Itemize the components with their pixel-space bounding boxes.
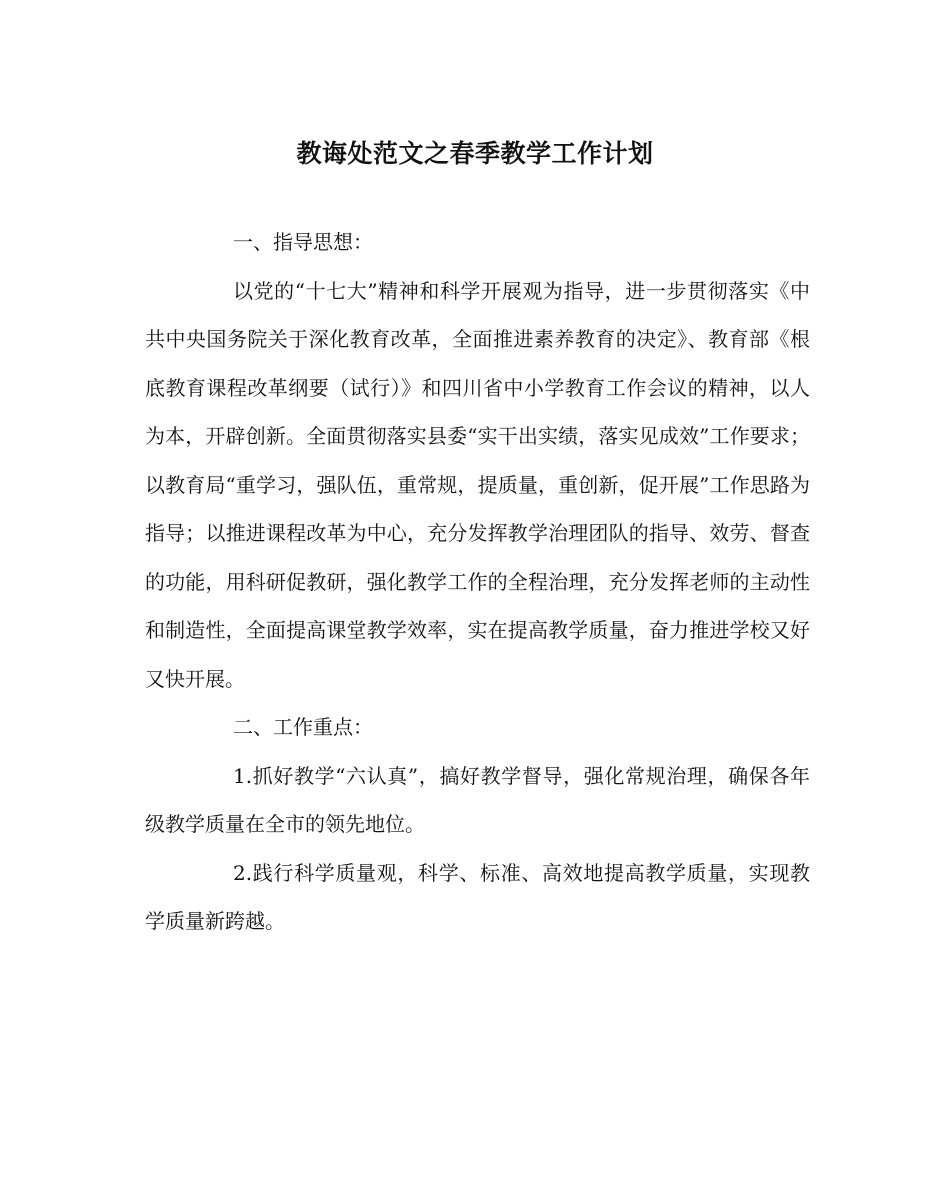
document-body xyxy=(145,218,810,946)
list-item-2: 2.践行科学质量观，科学、标准、高效地提高教学质量，实现教学质量新跨越。 xyxy=(145,860,810,933)
section-heading-work-focus: 二、工作重点： xyxy=(233,715,373,739)
list-item-1: 1.抓好教学“六认真”，搞好教学督导，强化常规治理，确保各年级教学质量在全市的领先地位。 xyxy=(145,763,810,836)
document-title: 教诲处范文之春季教学工作计划 xyxy=(296,139,654,168)
paragraph-guiding-thought: 以党的“十七大”精神和科学开展观为指导，进一步贯彻落实《中共中央国务院关于深化教育改革，全面推进素养教育的决定》、教育部《根底教育课程改革纲要（试行）》和四川省中小学教育工作会议的精神，以人为本，开辟创新。全面贯彻落实县委“实干出实绩，落实见成效”工作要求；以教育局“重学习，强队伍，重常规，提质量，重创新，促开展”工作思路为指导；以推进课程改革为中心，充分发挥教学治理团队的指导、效劳、督查的功能，用科研促教研，强化教学工作的全程治理，充分发挥老师的主动性和制造性，全面提高课堂教学效率，实在提高教学质量，奋力推进学校又好又快开展。 xyxy=(145,278,810,691)
section-heading-guiding-thought: 一、指导思想： xyxy=(233,230,373,254)
